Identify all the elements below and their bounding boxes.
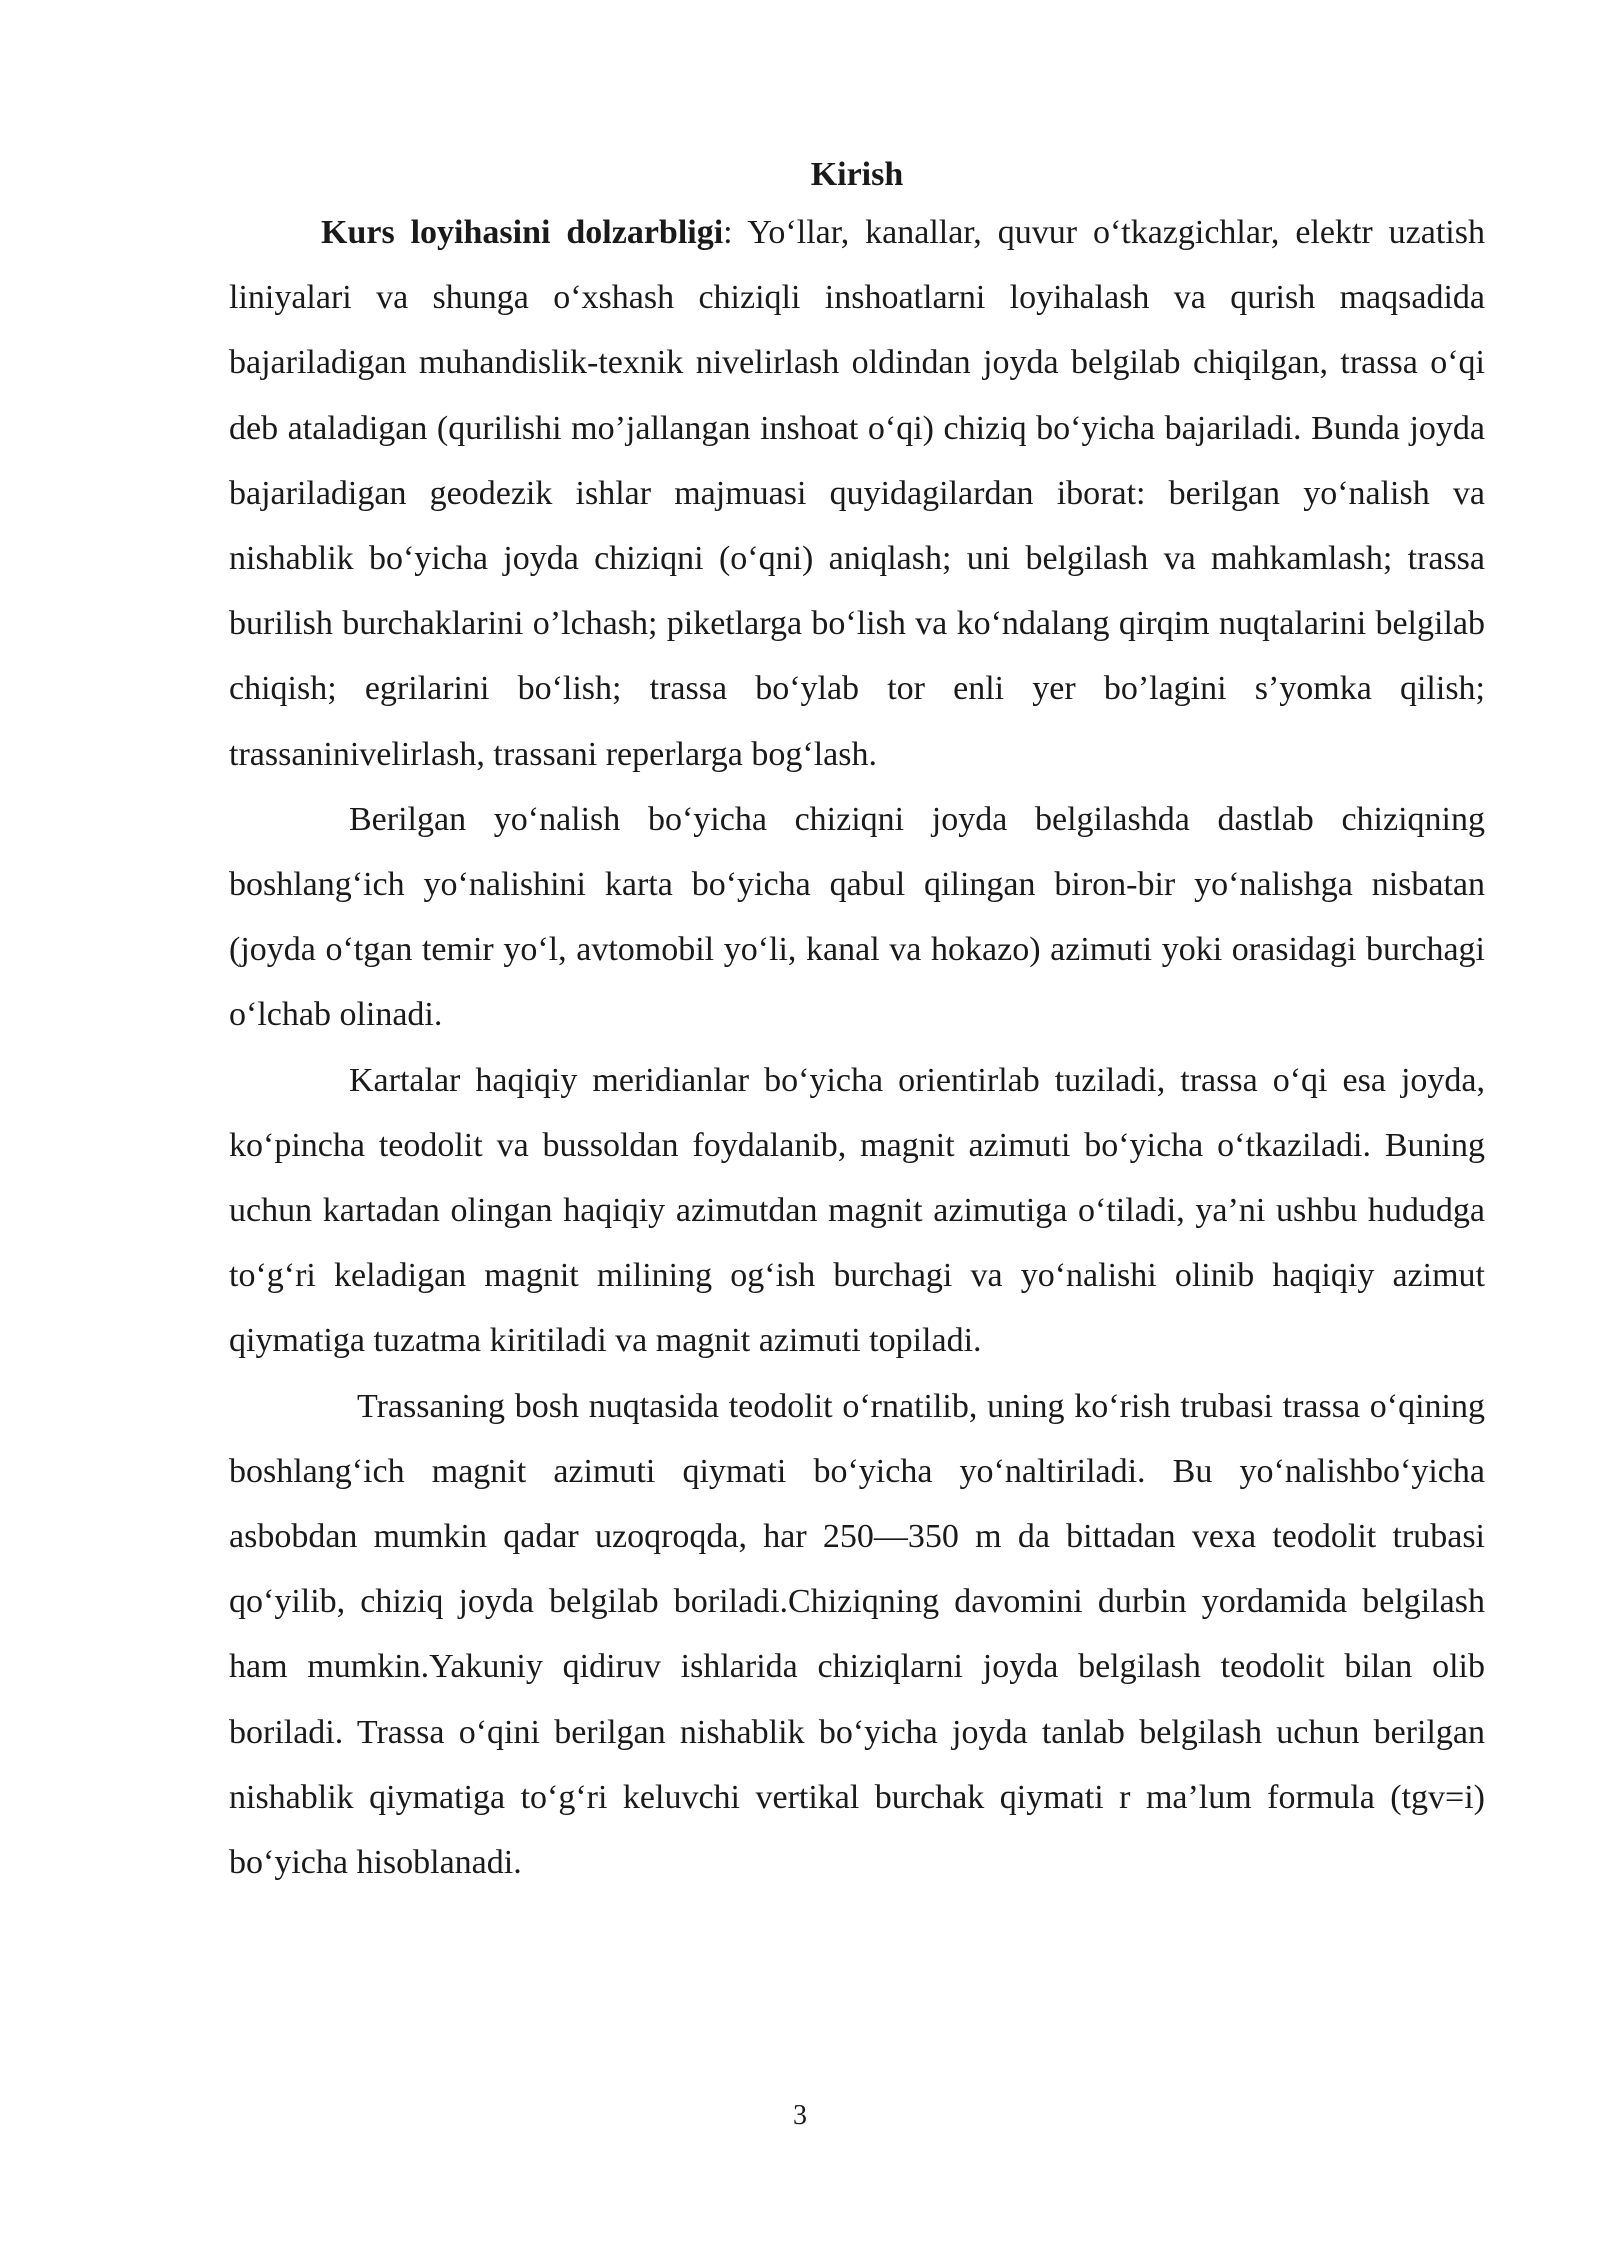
page-number: 3 (793, 2100, 807, 2131)
paragraph-relevance (229, 200, 1485, 787)
section-heading: Kirish (810, 156, 904, 193)
paragraph-theodolite: Trassaning bosh nuqtasida teodolit o‘rnatilib, uning ko‘rish trubasi trassa o‘qining boshlang‘ich magnit azimuti qiymati bo‘yicha yo‘naltiriladi. Bu yo‘nalishbo‘yicha asbobdan mumkin qadar uzoqroqda, har 250—350 m da bittadan vexa teodolit trubasi qo‘yilib, chiziq joyda belgilab boriladi.Chiziqning davomini durbin yordamida belgilash ham mumkin.Yakuniy qidiruv ishlarida chiziqlarni joyda belgilash teodolit bilan olib boriladi. Trassa o‘qini berilgan nishablik bo‘yicha joyda tanlab belgilash uchun berilgan nishablik qiymatiga to‘g‘ri keluvchi vertikal burchak qiymati r ma’lum formula (tgv=i) bo‘yicha hisoblanadi. (229, 1387, 1485, 1882)
paragraph-maps: Kartalar haqiqiy meridianlar bo‘yicha orientirlab tuziladi, trassa o‘qi esa joyda, ko‘pincha teodolit va bussoldan foydalanib, magnit azimuti bo‘yicha o‘tkaziladi. Buning uchun kartadan olingan haqiqiy azimutdan magnit azimutiga o‘tiladi, ya’ni ushbu hududga to‘g‘ri keladigan magnit milining og‘ish burchagi va yo‘nalishi olinib haqiqiy azimut qiymatiga tuzatma kiritiladi va magnit azimuti topiladi. (229, 1061, 1485, 1360)
paragraph-direction: Berilgan yo‘nalish bo‘yicha chiziqni joyda belgilashda dastlab chiziqning boshlang‘ich yo‘nalishini karta bo‘yicha qabul qilingan biron-bir yo‘nalishga nisbatan (joyda o‘tgan temir yo‘l, avtomobil yo‘li, kanal va hokazo) azimuti yoki orasidagi burchagi o‘lchab olinadi. (229, 800, 1485, 1034)
paragraph-lead-bold: Kurs loyihasini dolzarbligi (321, 214, 724, 251)
document-page (229, 150, 1485, 1895)
paragraph-text: : Yo‘llar, kanallar, quvur o‘tkazgichlar, elektr uzatish liniyalari va shunga o‘xshash chiziqli inshoatlarni loyihalash va qurish maqsadida bajariladigan muhandislik-texnik nivelirlash oldindan joyda belgilab chiqilgan, trassa o‘qi deb ataladigan (qurilishi mo’jallangan inshoat o‘qi) chiziq bo‘yicha bajariladi. Bunda joyda bajariladigan geodezik ishlar majmuasi quyidagilardan iborat: berilgan yo‘nalish va nishablik bo‘yicha joyda chiziqni (o‘qni) aniqlash; uni belgilash va mahkamlash; trassa burilish burchaklarini o’lchash; piketlarga bo‘lish va ko‘ndalang qirqim nuqtalarini belgilab chiqish; egrilarini bo‘lish; trassa bo‘ylab tor enli yer bo’lagini s’yomka qilish; trassaninivelirlash, trassani reperlarga bog‘lash. (229, 214, 1485, 773)
